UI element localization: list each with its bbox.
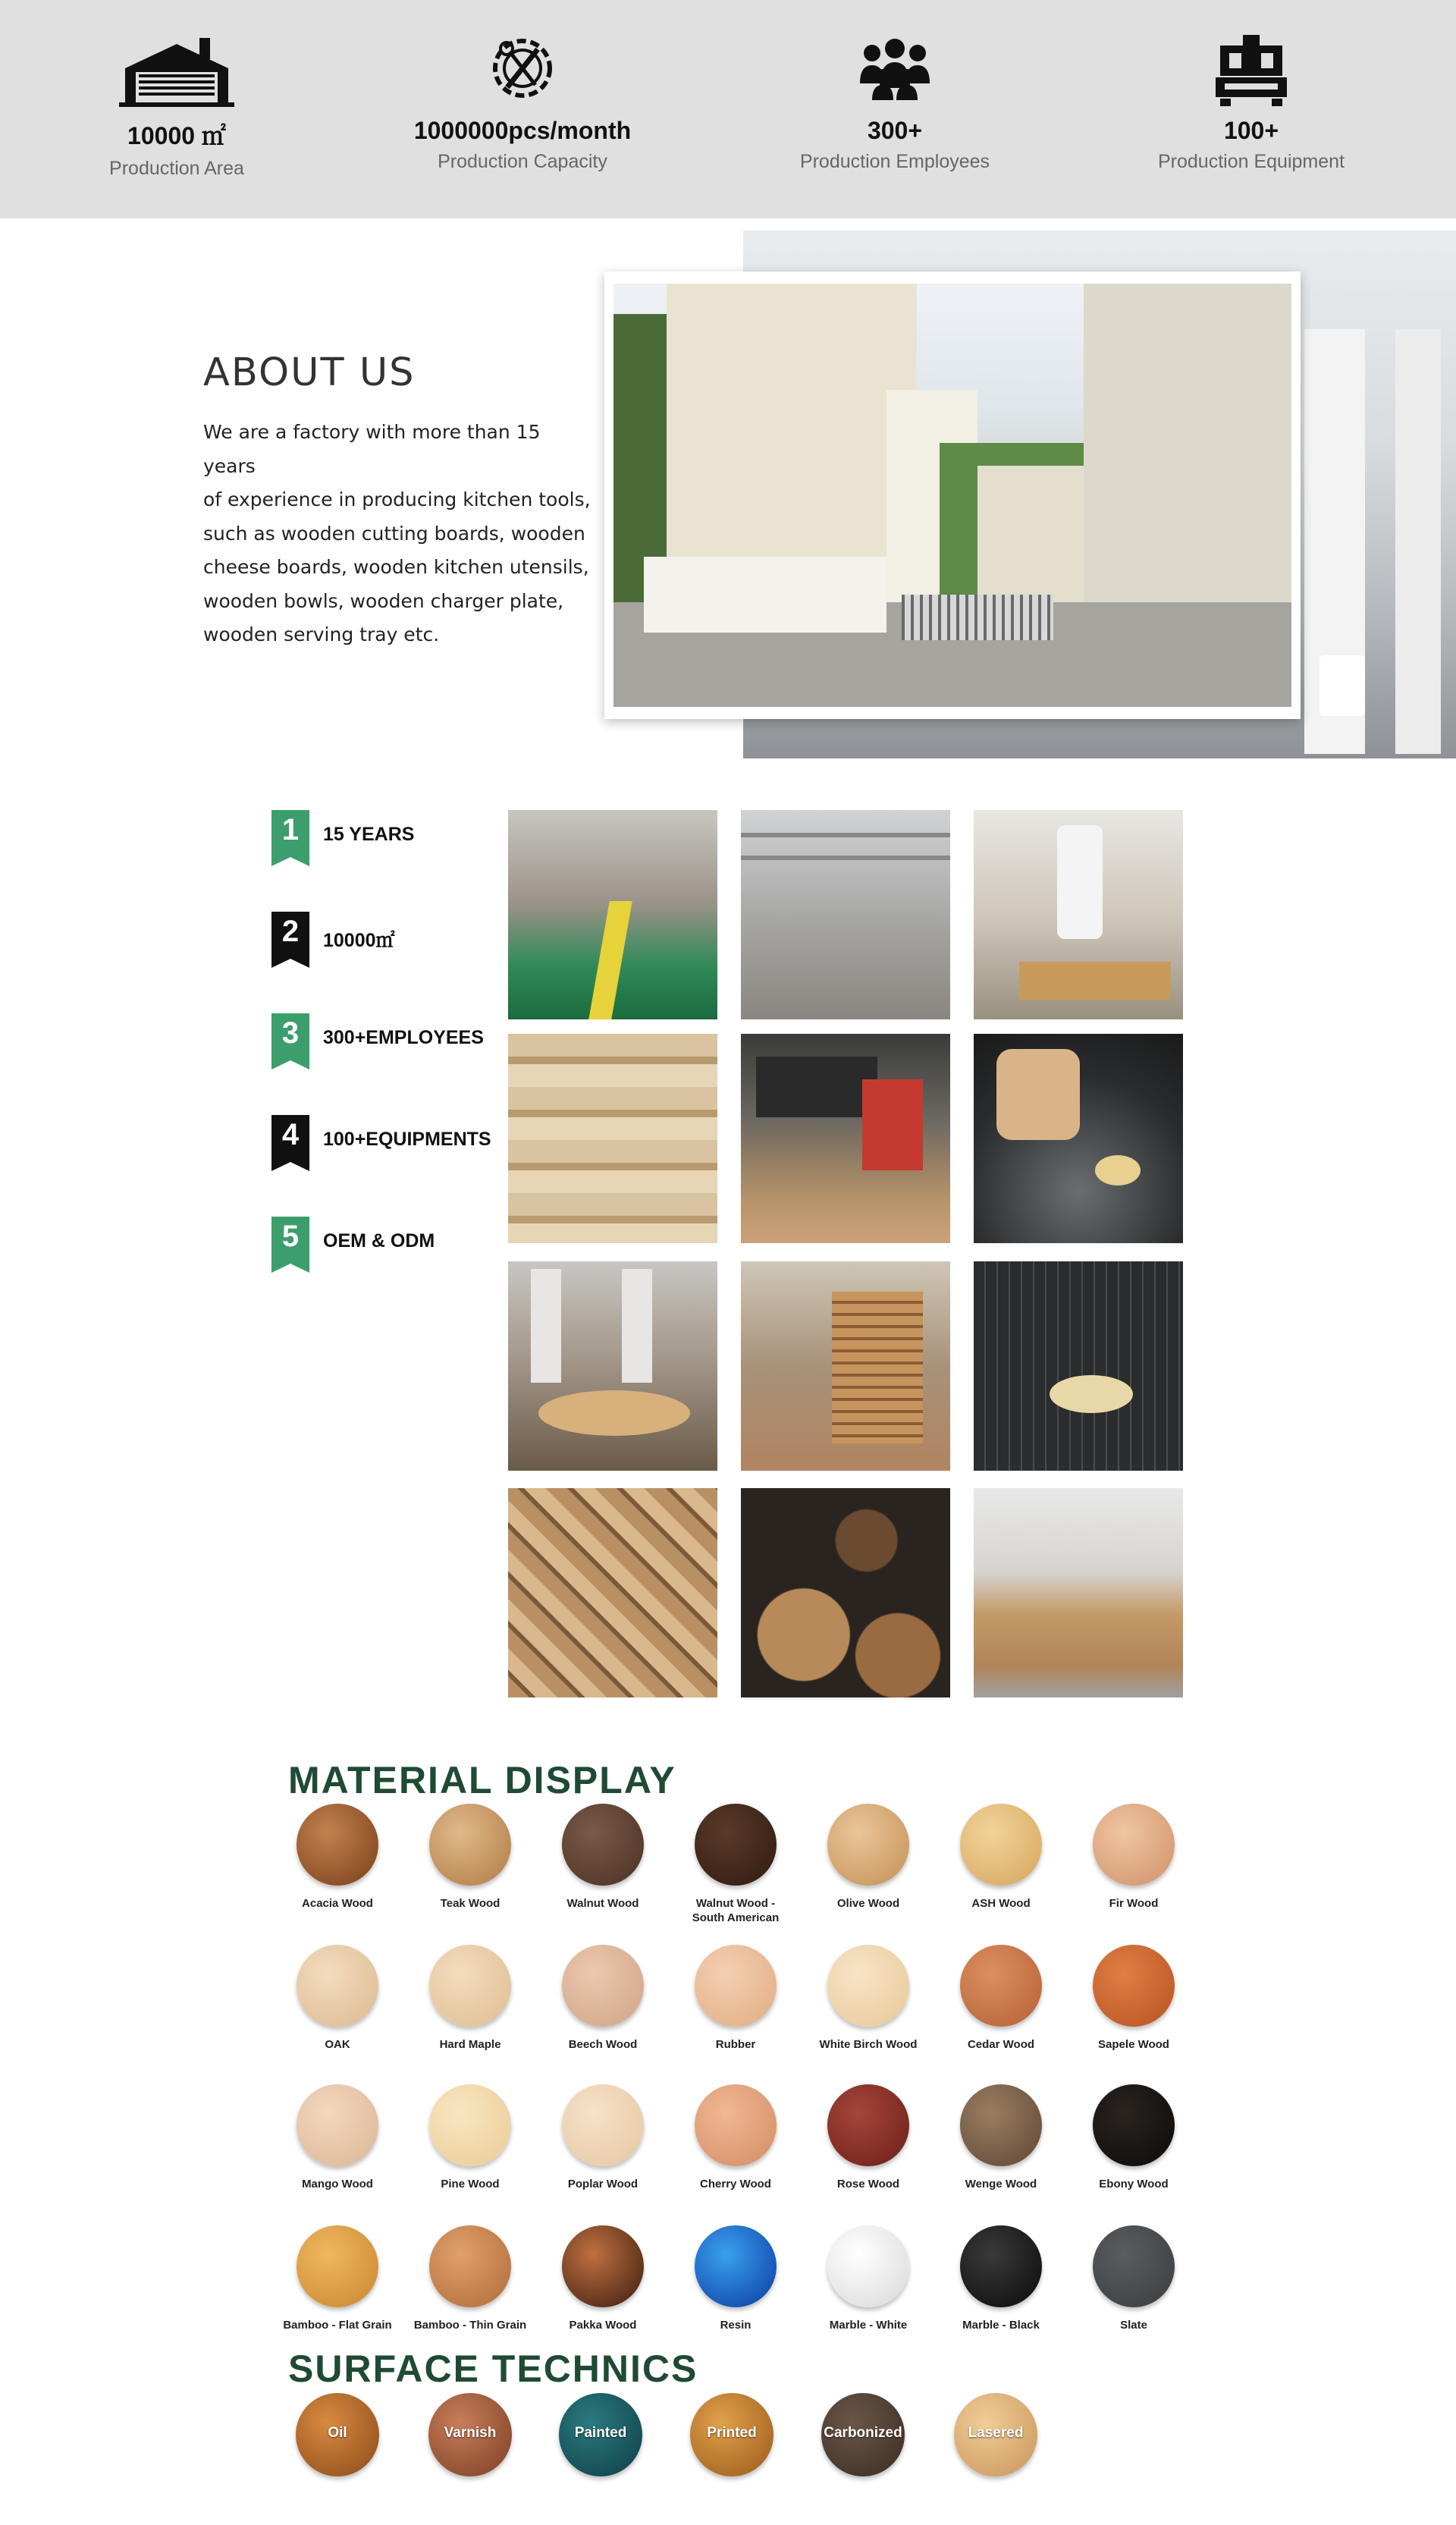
material-swatch [429, 1945, 511, 2027]
material-label: Fir Wood [1109, 1897, 1159, 1910]
factory-photo [974, 1034, 1183, 1243]
material-item [271, 2084, 403, 2191]
material-label: Olive Wood [836, 1897, 900, 1910]
material-label: Walnut Wood [566, 1897, 639, 1910]
material-label: Acacia Wood [302, 1897, 373, 1910]
surface-item [821, 2393, 905, 2476]
material-item [670, 2225, 802, 2332]
material-label: Cedar Wood [967, 2038, 1035, 2051]
material-swatch [562, 2084, 644, 2166]
material-item [404, 2225, 536, 2332]
material-label: Slate [1120, 2319, 1147, 2332]
about-line: wooden bowls, wooden charger plate, [203, 589, 564, 612]
milestone-item [271, 1217, 522, 1277]
material-item [935, 1945, 1067, 2052]
material-label: Bamboo - Flat Grain [283, 2319, 392, 2332]
material-swatch [827, 1945, 909, 2027]
stats-band [0, 0, 1456, 218]
stat-value: 10000 ㎡ [127, 122, 226, 149]
material-swatch [827, 1804, 909, 1886]
material-label: Beech Wood [568, 2038, 638, 2051]
material-swatch [827, 2084, 909, 2166]
material-item [802, 2084, 934, 2191]
material-item [802, 2225, 934, 2332]
material-label: Teak Wood [440, 1897, 500, 1910]
surface-item [690, 2393, 774, 2476]
material-item [935, 1804, 1067, 1911]
surface-item [428, 2393, 512, 2476]
about-line: of experience in producing kitchen tools, [203, 488, 591, 510]
milestone-number-box [271, 810, 309, 866]
material-item [404, 2084, 536, 2191]
material-item [935, 2084, 1067, 2191]
milestone-number-box [271, 1217, 309, 1273]
material-item [537, 1945, 669, 2052]
material-swatch [960, 2225, 1042, 2307]
stat-value: 1000000pcs/month [413, 117, 632, 144]
material-label: Cherry Wood [700, 2178, 771, 2191]
material-swatch [429, 2084, 511, 2166]
material-item [404, 1945, 536, 2052]
milestone-item [271, 1013, 522, 1074]
stat-label: Production Equipment [1158, 151, 1345, 172]
about-line: We are a factory with more than 15 years [203, 421, 541, 477]
material-swatch [297, 2084, 378, 2166]
material-label: Resin [720, 2319, 752, 2332]
material-item [1068, 2084, 1200, 2191]
about-line: cheese boards, wooden kitchen utensils, [203, 556, 589, 578]
surface-item [954, 2393, 1037, 2476]
material-swatch [297, 1945, 378, 2027]
material-swatch [1093, 1945, 1175, 2027]
material-swatch [1093, 2225, 1175, 2307]
milestone-text: 10000㎡ [323, 930, 395, 951]
material-label: Poplar Wood [567, 2178, 639, 2191]
cnc-machine-icon [1210, 30, 1293, 114]
factory-photo [974, 1261, 1183, 1471]
material-item [271, 1945, 403, 2052]
milestone-number-box [271, 1115, 309, 1171]
milestone-number: 5 [281, 1220, 300, 1253]
material-item [1068, 2225, 1200, 2332]
about-line: such as wooden cutting boards, wooden [203, 522, 585, 545]
stat-value: 300+ [867, 117, 923, 144]
material-item [404, 1804, 536, 1911]
material-label: Marble - Black [962, 2319, 1040, 2332]
material-display-title: MATERIAL DISPLAY [288, 1759, 676, 1801]
milestone-number: 4 [281, 1118, 300, 1151]
milestone-item [271, 810, 522, 871]
stat-label: Production Area [109, 158, 244, 179]
material-swatch [960, 2084, 1042, 2166]
factory-icon [116, 30, 237, 114]
material-swatch [960, 1945, 1042, 2027]
milestone-text: 100+EQUIPMENTS [323, 1129, 491, 1150]
milestone-number-box [271, 912, 309, 968]
surface-item [296, 2393, 379, 2476]
material-label: Wenge Wood [965, 2178, 1037, 2191]
surface-label: Printed [707, 2425, 757, 2441]
factory-photo [974, 1488, 1183, 1697]
factory-photo [741, 810, 950, 1019]
about-title: ABOUT US [203, 350, 416, 395]
material-swatch [562, 2225, 644, 2307]
surface-item [559, 2393, 642, 2476]
material-item [271, 2225, 403, 2332]
material-label: Marble - White [829, 2319, 908, 2332]
material-item [802, 1804, 934, 1911]
material-item [271, 1804, 403, 1911]
surface-label: Carbonized [824, 2425, 902, 2441]
surface-technics-title: SURFACE TECHNICS [288, 2348, 698, 2390]
people-group-icon [849, 30, 940, 114]
material-item [1068, 1804, 1200, 1911]
material-label: Ebony Wood [1099, 2178, 1169, 2191]
material-item [935, 2225, 1067, 2332]
factory-photo [741, 1261, 950, 1471]
milestone-number: 1 [281, 813, 300, 846]
material-label: ASH Wood [971, 1897, 1031, 1910]
material-swatch [1093, 1804, 1175, 1886]
material-swatch [695, 2225, 777, 2307]
material-swatch [429, 1804, 511, 1886]
gear-tools-icon [481, 30, 564, 114]
material-item [670, 2084, 802, 2191]
material-swatch [429, 2225, 511, 2307]
material-label: Rubber [715, 2038, 756, 2051]
surface-label: Varnish [444, 2425, 497, 2441]
stat-production-area [17, 30, 336, 180]
material-swatch [695, 2084, 777, 2166]
material-item [802, 1945, 934, 2052]
factory-photo [741, 1034, 950, 1243]
material-label: Rose Wood [836, 2178, 900, 2191]
material-swatch [695, 1945, 777, 2027]
material-item [670, 1804, 802, 1925]
milestone-number: 3 [281, 1016, 300, 1050]
surface-label: Painted [574, 2425, 627, 2441]
about-line: wooden serving tray etc. [203, 623, 440, 645]
factory-photo [508, 1034, 717, 1243]
material-label: Walnut Wood - South American [692, 1897, 780, 1924]
building-photo [613, 284, 1291, 707]
factory-photo [974, 810, 1183, 1019]
material-label: OAK [325, 2038, 350, 2051]
material-swatch [960, 1804, 1042, 1886]
stat-production-capacity [363, 30, 682, 173]
material-item [537, 1804, 669, 1911]
material-item [537, 2225, 669, 2332]
material-swatch [297, 1804, 378, 1886]
stat-production-employees [736, 30, 1054, 173]
material-label: Sapele Wood [1098, 2038, 1169, 2051]
material-swatch [562, 1804, 644, 1886]
milestone-text: OEM & ODM [323, 1230, 435, 1252]
milestone-number: 2 [281, 915, 300, 948]
stat-label: Production Employees [799, 151, 990, 172]
material-swatch [827, 2225, 909, 2307]
milestone-item [271, 1115, 522, 1176]
material-swatch [562, 1945, 644, 2027]
surface-label: Lasered [968, 2425, 1024, 2441]
factory-photo [508, 1488, 717, 1697]
milestone-item [271, 912, 522, 972]
material-label: Pine Wood [441, 2178, 500, 2191]
material-swatch [297, 2225, 378, 2307]
surface-label: Oil [328, 2425, 347, 2441]
stat-value: 100+ [1223, 117, 1279, 144]
factory-photo [508, 1261, 717, 1471]
milestone-text: 300+EMPLOYEES [323, 1027, 484, 1048]
milestone-number-box [271, 1013, 309, 1069]
material-item [1068, 1945, 1200, 2052]
material-label: Hard Maple [439, 2038, 501, 2051]
about-text [203, 416, 598, 652]
material-label: Pakka Wood [569, 2319, 637, 2332]
material-swatch [695, 1804, 777, 1886]
stat-production-equipment [1092, 30, 1410, 173]
material-label: Bamboo - Thin Grain [413, 2319, 527, 2332]
material-label: Mango Wood [302, 2178, 373, 2191]
material-label: White Birch Wood [819, 2038, 918, 2051]
material-swatch [1093, 2084, 1175, 2166]
factory-photo [741, 1488, 950, 1697]
material-item [537, 2084, 669, 2191]
stat-label: Production Capacity [438, 151, 607, 172]
factory-photo [508, 810, 717, 1019]
material-item [670, 1945, 802, 2052]
milestone-text: 15 YEARS [323, 824, 415, 845]
